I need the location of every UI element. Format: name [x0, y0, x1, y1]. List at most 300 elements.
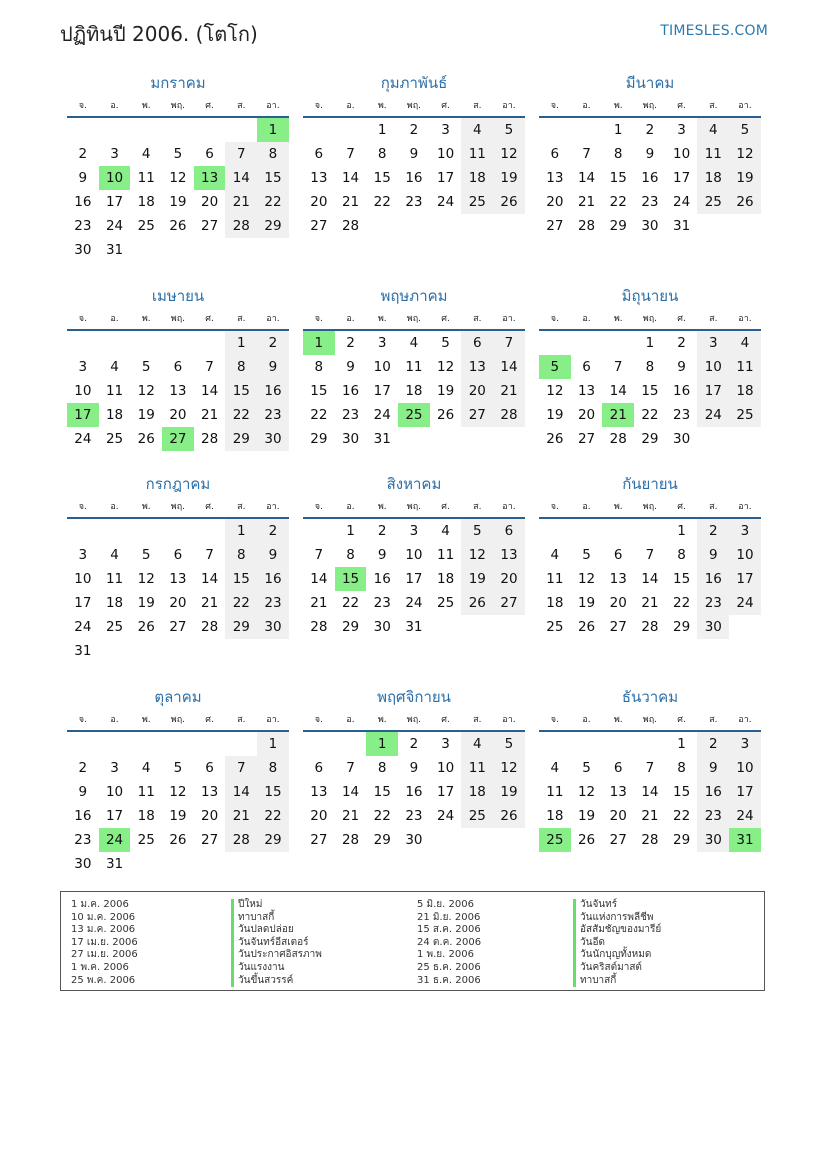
- day-cell[interactable]: 10: [729, 543, 761, 567]
- day-cell[interactable]: 17: [373, 383, 391, 399]
- day-cell[interactable]: 13: [461, 355, 493, 379]
- day-cell[interactable]: 31: [405, 619, 423, 635]
- day-cell[interactable]: 19: [169, 808, 187, 824]
- day-cell[interactable]: 11: [405, 359, 423, 375]
- day-cell[interactable]: 27: [461, 403, 493, 427]
- day-cell[interactable]: 12: [169, 170, 187, 186]
- day-cell[interactable]: 20: [310, 194, 328, 210]
- day-cell[interactable]: 3: [441, 736, 450, 752]
- day-cell[interactable]: 14: [641, 784, 659, 800]
- day-cell[interactable]: 20: [169, 595, 187, 611]
- day-cell[interactable]: 22: [257, 190, 289, 214]
- day-cell[interactable]: 11: [729, 355, 761, 379]
- day-cell[interactable]: 21: [201, 407, 219, 423]
- day-cell[interactable]: 15: [373, 170, 391, 186]
- day-cell[interactable]: 9: [697, 543, 729, 567]
- day-cell[interactable]: 28: [341, 218, 360, 234]
- day-cell[interactable]: 6: [613, 547, 623, 563]
- day-cell[interactable]: 4: [141, 760, 151, 776]
- holiday-day-cell[interactable]: 1: [257, 118, 289, 142]
- day-cell[interactable]: 3: [78, 359, 88, 375]
- day-cell[interactable]: 14: [577, 170, 596, 186]
- day-cell[interactable]: 7: [314, 547, 324, 563]
- day-cell[interactable]: 8: [346, 547, 355, 563]
- day-cell[interactable]: 7: [205, 359, 214, 375]
- day-cell[interactable]: 1: [225, 331, 257, 355]
- day-cell[interactable]: 27: [169, 619, 187, 635]
- day-cell[interactable]: 18: [105, 595, 124, 611]
- day-cell[interactable]: 16: [341, 383, 360, 399]
- day-cell[interactable]: 19: [493, 780, 525, 804]
- day-cell[interactable]: 29: [641, 431, 659, 447]
- day-cell[interactable]: 21: [201, 595, 219, 611]
- day-cell[interactable]: 28: [577, 218, 596, 234]
- day-cell[interactable]: 14: [493, 355, 525, 379]
- day-cell[interactable]: 2: [78, 760, 88, 776]
- day-cell[interactable]: 6: [173, 359, 183, 375]
- day-cell[interactable]: 17: [437, 784, 455, 800]
- day-cell[interactable]: 11: [137, 170, 155, 186]
- day-cell[interactable]: 26: [137, 431, 155, 447]
- day-cell[interactable]: 1: [257, 732, 289, 756]
- day-cell[interactable]: 10: [673, 146, 691, 162]
- day-cell[interactable]: 28: [225, 828, 257, 852]
- day-cell[interactable]: 24: [105, 218, 124, 234]
- day-cell[interactable]: 5: [173, 760, 183, 776]
- day-cell[interactable]: 24: [437, 808, 455, 824]
- day-cell[interactable]: 9: [409, 146, 419, 162]
- day-cell[interactable]: 8: [613, 146, 623, 162]
- day-cell[interactable]: 17: [697, 379, 729, 403]
- day-cell[interactable]: 18: [437, 571, 455, 587]
- day-cell[interactable]: 18: [105, 407, 124, 423]
- day-cell[interactable]: 17: [729, 567, 761, 591]
- day-cell[interactable]: 17: [437, 170, 455, 186]
- day-cell[interactable]: 1: [225, 519, 257, 543]
- day-cell[interactable]: 24: [74, 619, 92, 635]
- day-cell[interactable]: 21: [225, 190, 257, 214]
- day-cell[interactable]: 29: [225, 427, 257, 451]
- day-cell[interactable]: 10: [729, 756, 761, 780]
- day-cell[interactable]: 14: [641, 571, 659, 587]
- day-cell[interactable]: 9: [78, 170, 88, 186]
- day-cell[interactable]: 14: [201, 571, 219, 587]
- day-cell[interactable]: 25: [461, 190, 493, 214]
- day-cell[interactable]: 29: [673, 619, 691, 635]
- day-cell[interactable]: 28: [201, 619, 219, 635]
- day-cell[interactable]: 15: [225, 379, 257, 403]
- day-cell[interactable]: 20: [201, 808, 219, 824]
- day-cell[interactable]: 25: [105, 431, 124, 447]
- day-cell[interactable]: 13: [609, 784, 627, 800]
- day-cell[interactable]: 8: [257, 142, 289, 166]
- day-cell[interactable]: 18: [137, 808, 155, 824]
- day-cell[interactable]: 22: [609, 194, 627, 210]
- holiday-day-cell[interactable]: 24: [99, 828, 131, 852]
- day-cell[interactable]: 8: [645, 359, 655, 375]
- day-cell[interactable]: 27: [310, 218, 328, 234]
- day-cell[interactable]: 23: [74, 832, 92, 848]
- day-cell[interactable]: 19: [577, 595, 596, 611]
- day-cell[interactable]: 5: [173, 146, 183, 162]
- day-cell[interactable]: 9: [377, 547, 387, 563]
- day-cell[interactable]: 27: [577, 431, 596, 447]
- day-cell[interactable]: 12: [493, 142, 525, 166]
- day-cell[interactable]: 18: [137, 194, 155, 210]
- day-cell[interactable]: 7: [645, 760, 655, 776]
- holiday-day-cell[interactable]: 1: [366, 732, 398, 756]
- day-cell[interactable]: 25: [546, 619, 564, 635]
- day-cell[interactable]: 22: [373, 808, 391, 824]
- day-cell[interactable]: 19: [137, 407, 155, 423]
- day-cell[interactable]: 28: [609, 431, 627, 447]
- day-cell[interactable]: 13: [546, 170, 564, 186]
- day-cell[interactable]: 26: [169, 218, 187, 234]
- day-cell[interactable]: 23: [405, 194, 423, 210]
- day-cell[interactable]: 6: [314, 146, 324, 162]
- day-cell[interactable]: 2: [346, 335, 355, 351]
- day-cell[interactable]: 21: [225, 804, 257, 828]
- day-cell[interactable]: 27: [201, 832, 219, 848]
- day-cell[interactable]: 3: [677, 122, 686, 138]
- day-cell[interactable]: 5: [729, 118, 761, 142]
- day-cell[interactable]: 22: [257, 804, 289, 828]
- day-cell[interactable]: 11: [546, 571, 564, 587]
- day-cell[interactable]: 30: [673, 431, 691, 447]
- day-cell[interactable]: 4: [141, 146, 151, 162]
- day-cell[interactable]: 3: [729, 732, 761, 756]
- day-cell[interactable]: 2: [257, 519, 289, 543]
- day-cell[interactable]: 2: [257, 331, 289, 355]
- day-cell[interactable]: 13: [577, 383, 596, 399]
- day-cell[interactable]: 17: [729, 780, 761, 804]
- day-cell[interactable]: 10: [105, 784, 124, 800]
- day-cell[interactable]: 22: [310, 407, 328, 423]
- day-cell[interactable]: 26: [169, 832, 187, 848]
- day-cell[interactable]: 5: [141, 359, 151, 375]
- day-cell[interactable]: 4: [461, 732, 493, 756]
- day-cell[interactable]: 24: [729, 591, 761, 615]
- holiday-day-cell[interactable]: 10: [99, 166, 131, 190]
- day-cell[interactable]: 2: [377, 523, 387, 539]
- day-cell[interactable]: 4: [729, 331, 761, 355]
- day-cell[interactable]: 14: [225, 166, 257, 190]
- holiday-day-cell[interactable]: 25: [398, 403, 430, 427]
- day-cell[interactable]: 27: [609, 619, 627, 635]
- day-cell[interactable]: 1: [645, 335, 655, 351]
- day-cell[interactable]: 19: [137, 595, 155, 611]
- day-cell[interactable]: 3: [377, 335, 387, 351]
- day-cell[interactable]: 6: [173, 547, 183, 563]
- day-cell[interactable]: 15: [609, 170, 627, 186]
- day-cell[interactable]: 7: [493, 331, 525, 355]
- day-cell[interactable]: 22: [341, 595, 360, 611]
- day-cell[interactable]: 26: [729, 190, 761, 214]
- day-cell[interactable]: 30: [257, 615, 289, 639]
- day-cell[interactable]: 7: [205, 547, 214, 563]
- day-cell[interactable]: 7: [346, 760, 355, 776]
- day-cell[interactable]: 10: [405, 547, 423, 563]
- day-cell[interactable]: 14: [201, 383, 219, 399]
- day-cell[interactable]: 29: [373, 832, 391, 848]
- day-cell[interactable]: 18: [405, 383, 423, 399]
- day-cell[interactable]: 29: [341, 619, 360, 635]
- day-cell[interactable]: 6: [461, 331, 493, 355]
- day-cell[interactable]: 16: [373, 571, 391, 587]
- day-cell[interactable]: 6: [493, 519, 525, 543]
- day-cell[interactable]: 10: [74, 383, 92, 399]
- day-cell[interactable]: 10: [437, 760, 455, 776]
- day-cell[interactable]: 16: [673, 383, 691, 399]
- day-cell[interactable]: 6: [205, 146, 214, 162]
- day-cell[interactable]: 1: [377, 122, 387, 138]
- day-cell[interactable]: 22: [673, 808, 691, 824]
- day-cell[interactable]: 30: [697, 828, 729, 852]
- day-cell[interactable]: 25: [137, 832, 155, 848]
- holiday-day-cell[interactable]: 15: [335, 567, 367, 591]
- day-cell[interactable]: 10: [373, 359, 391, 375]
- day-cell[interactable]: 31: [105, 242, 124, 258]
- day-cell[interactable]: 28: [641, 619, 659, 635]
- day-cell[interactable]: 29: [257, 828, 289, 852]
- day-cell[interactable]: 13: [310, 784, 328, 800]
- day-cell[interactable]: 19: [493, 166, 525, 190]
- day-cell[interactable]: 8: [314, 359, 324, 375]
- day-cell[interactable]: 18: [546, 595, 564, 611]
- day-cell[interactable]: 8: [377, 760, 387, 776]
- day-cell[interactable]: 12: [137, 383, 155, 399]
- day-cell[interactable]: 29: [257, 214, 289, 238]
- day-cell[interactable]: 5: [441, 335, 450, 351]
- day-cell[interactable]: 16: [697, 567, 729, 591]
- day-cell[interactable]: 1: [346, 523, 355, 539]
- day-cell[interactable]: 4: [110, 547, 119, 563]
- day-cell[interactable]: 18: [697, 166, 729, 190]
- day-cell[interactable]: 31: [105, 856, 124, 872]
- day-cell[interactable]: 20: [201, 194, 219, 210]
- day-cell[interactable]: 15: [641, 383, 659, 399]
- day-cell[interactable]: 25: [697, 190, 729, 214]
- day-cell[interactable]: 1: [677, 736, 686, 752]
- day-cell[interactable]: 30: [405, 832, 423, 848]
- day-cell[interactable]: 1: [677, 523, 686, 539]
- holiday-day-cell[interactable]: 21: [602, 403, 634, 427]
- day-cell[interactable]: 31: [673, 218, 691, 234]
- day-cell[interactable]: 25: [137, 218, 155, 234]
- day-cell[interactable]: 26: [577, 832, 596, 848]
- day-cell[interactable]: 3: [441, 122, 450, 138]
- day-cell[interactable]: 16: [697, 780, 729, 804]
- day-cell[interactable]: 15: [373, 784, 391, 800]
- day-cell[interactable]: 20: [609, 595, 627, 611]
- day-cell[interactable]: 5: [141, 547, 151, 563]
- day-cell[interactable]: 30: [74, 242, 92, 258]
- day-cell[interactable]: 16: [405, 170, 423, 186]
- day-cell[interactable]: 13: [201, 784, 219, 800]
- day-cell[interactable]: 15: [257, 780, 289, 804]
- day-cell[interactable]: 14: [341, 170, 360, 186]
- day-cell[interactable]: 11: [461, 756, 493, 780]
- day-cell[interactable]: 11: [461, 142, 493, 166]
- day-cell[interactable]: 10: [697, 355, 729, 379]
- day-cell[interactable]: 21: [310, 595, 328, 611]
- day-cell[interactable]: 20: [493, 567, 525, 591]
- day-cell[interactable]: 7: [645, 547, 655, 563]
- day-cell[interactable]: 28: [493, 403, 525, 427]
- day-cell[interactable]: 15: [257, 166, 289, 190]
- day-cell[interactable]: 26: [493, 804, 525, 828]
- day-cell[interactable]: 7: [346, 146, 355, 162]
- day-cell[interactable]: 12: [169, 784, 187, 800]
- day-cell[interactable]: 2: [78, 146, 88, 162]
- day-cell[interactable]: 14: [341, 784, 360, 800]
- day-cell[interactable]: 26: [493, 190, 525, 214]
- day-cell[interactable]: 21: [577, 194, 596, 210]
- day-cell[interactable]: 21: [493, 379, 525, 403]
- day-cell[interactable]: 9: [409, 760, 419, 776]
- day-cell[interactable]: 27: [609, 832, 627, 848]
- day-cell[interactable]: 8: [677, 760, 686, 776]
- day-cell[interactable]: 5: [493, 732, 525, 756]
- day-cell[interactable]: 18: [729, 379, 761, 403]
- day-cell[interactable]: 16: [257, 567, 289, 591]
- day-cell[interactable]: 23: [373, 595, 391, 611]
- day-cell[interactable]: 13: [169, 571, 187, 587]
- day-cell[interactable]: 22: [641, 407, 659, 423]
- day-cell[interactable]: 28: [225, 214, 257, 238]
- day-cell[interactable]: 8: [377, 146, 387, 162]
- day-cell[interactable]: 9: [78, 784, 88, 800]
- day-cell[interactable]: 20: [609, 808, 627, 824]
- day-cell[interactable]: 3: [409, 523, 419, 539]
- holiday-day-cell[interactable]: 17: [67, 403, 99, 427]
- day-cell[interactable]: 30: [257, 427, 289, 451]
- day-cell[interactable]: 3: [110, 760, 119, 776]
- day-cell[interactable]: 23: [405, 808, 423, 824]
- day-cell[interactable]: 19: [169, 194, 187, 210]
- day-cell[interactable]: 29: [673, 832, 691, 848]
- day-cell[interactable]: 20: [461, 379, 493, 403]
- day-cell[interactable]: 13: [169, 383, 187, 399]
- day-cell[interactable]: 4: [697, 118, 729, 142]
- day-cell[interactable]: 23: [673, 407, 691, 423]
- brand-link[interactable]: TIMESLES.COM: [660, 23, 768, 39]
- day-cell[interactable]: 28: [201, 431, 219, 447]
- day-cell[interactable]: 23: [257, 591, 289, 615]
- day-cell[interactable]: 21: [641, 595, 659, 611]
- holiday-day-cell[interactable]: 31: [729, 828, 761, 852]
- day-cell[interactable]: 9: [677, 359, 686, 375]
- day-cell[interactable]: 23: [697, 804, 729, 828]
- day-cell[interactable]: 21: [641, 808, 659, 824]
- day-cell[interactable]: 11: [437, 547, 455, 563]
- day-cell[interactable]: 7: [225, 756, 257, 780]
- day-cell[interactable]: 28: [341, 832, 360, 848]
- day-cell[interactable]: 2: [697, 732, 729, 756]
- day-cell[interactable]: 6: [550, 146, 560, 162]
- day-cell[interactable]: 8: [225, 543, 257, 567]
- day-cell[interactable]: 1: [613, 122, 623, 138]
- day-cell[interactable]: 23: [641, 194, 659, 210]
- day-cell[interactable]: 26: [577, 619, 596, 635]
- day-cell[interactable]: 25: [437, 595, 455, 611]
- day-cell[interactable]: 28: [641, 832, 659, 848]
- day-cell[interactable]: 6: [205, 760, 214, 776]
- day-cell[interactable]: 29: [225, 615, 257, 639]
- day-cell[interactable]: 9: [257, 355, 289, 379]
- day-cell[interactable]: 17: [673, 170, 691, 186]
- day-cell[interactable]: 24: [729, 804, 761, 828]
- day-cell[interactable]: 28: [310, 619, 328, 635]
- day-cell[interactable]: 22: [673, 595, 691, 611]
- day-cell[interactable]: 2: [677, 335, 686, 351]
- day-cell[interactable]: 21: [341, 194, 360, 210]
- day-cell[interactable]: 21: [341, 808, 360, 824]
- day-cell[interactable]: 8: [257, 756, 289, 780]
- day-cell[interactable]: 14: [310, 571, 328, 587]
- day-cell[interactable]: 15: [310, 383, 328, 399]
- day-cell[interactable]: 4: [550, 760, 560, 776]
- day-cell[interactable]: 3: [729, 519, 761, 543]
- day-cell[interactable]: 24: [697, 403, 729, 427]
- day-cell[interactable]: 7: [225, 142, 257, 166]
- day-cell[interactable]: 12: [461, 543, 493, 567]
- day-cell[interactable]: 9: [645, 146, 655, 162]
- day-cell[interactable]: 30: [341, 431, 360, 447]
- day-cell[interactable]: 7: [582, 146, 591, 162]
- day-cell[interactable]: 5: [582, 547, 591, 563]
- holiday-day-cell[interactable]: 5: [539, 355, 571, 379]
- day-cell[interactable]: 26: [137, 619, 155, 635]
- day-cell[interactable]: 17: [405, 571, 423, 587]
- day-cell[interactable]: 18: [461, 166, 493, 190]
- day-cell[interactable]: 8: [225, 355, 257, 379]
- day-cell[interactable]: 12: [577, 571, 596, 587]
- day-cell[interactable]: 17: [105, 194, 124, 210]
- day-cell[interactable]: 22: [373, 194, 391, 210]
- day-cell[interactable]: 26: [546, 431, 564, 447]
- day-cell[interactable]: 26: [461, 591, 493, 615]
- day-cell[interactable]: 23: [257, 403, 289, 427]
- day-cell[interactable]: 6: [613, 760, 623, 776]
- day-cell[interactable]: 20: [310, 808, 328, 824]
- day-cell[interactable]: 11: [546, 784, 564, 800]
- day-cell[interactable]: 12: [577, 784, 596, 800]
- day-cell[interactable]: 30: [74, 856, 92, 872]
- day-cell[interactable]: 16: [405, 784, 423, 800]
- day-cell[interactable]: 12: [437, 359, 455, 375]
- day-cell[interactable]: 2: [409, 736, 419, 752]
- day-cell[interactable]: 19: [577, 808, 596, 824]
- day-cell[interactable]: 12: [493, 756, 525, 780]
- day-cell[interactable]: 2: [697, 519, 729, 543]
- day-cell[interactable]: 4: [441, 523, 450, 539]
- day-cell[interactable]: 12: [546, 383, 564, 399]
- day-cell[interactable]: 31: [373, 431, 391, 447]
- day-cell[interactable]: 12: [729, 142, 761, 166]
- day-cell[interactable]: 5: [582, 760, 591, 776]
- day-cell[interactable]: 11: [105, 383, 124, 399]
- day-cell[interactable]: 26: [437, 407, 455, 423]
- holiday-day-cell[interactable]: 13: [194, 166, 226, 190]
- day-cell[interactable]: 30: [641, 218, 659, 234]
- day-cell[interactable]: 6: [314, 760, 324, 776]
- day-cell[interactable]: 11: [105, 571, 124, 587]
- day-cell[interactable]: 17: [105, 808, 124, 824]
- day-cell[interactable]: 23: [74, 218, 92, 234]
- day-cell[interactable]: 22: [225, 591, 257, 615]
- day-cell[interactable]: 20: [577, 407, 596, 423]
